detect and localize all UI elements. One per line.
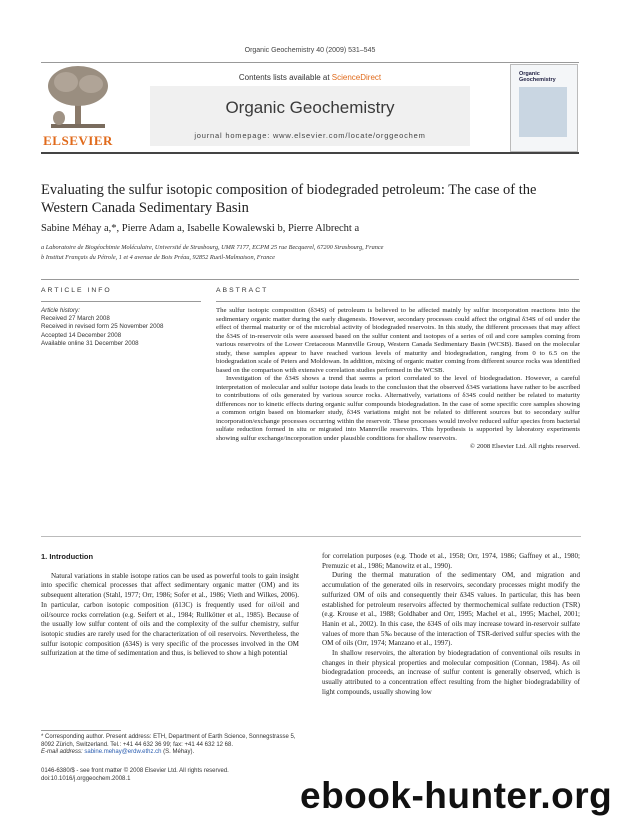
left-column (41, 552, 299, 659)
author-list: Sabine Méhay a,*, Pierre Adam a, Isabelle Kowalewski b, Pierre Albrecht a (41, 223, 360, 234)
article-info-heading: ARTICLE INFO (41, 287, 112, 294)
abstract-body (216, 307, 580, 452)
email-suffix: (S. Méhay). (161, 749, 195, 755)
affiliation-a: a Laboratoire de Biogéochimie Moléculaire, Université de Strasbourg, UMR 7177, ECPM 25 rue Becquerel, 67200 Strasbourg, France (41, 244, 384, 251)
abstract-paragraph-2: Investigation of the δ34S shows a trend that seems a priori correlated to the level of biodegradation. However, a careful interpretation of molecular and sulfur isotope data leads to the conclusion that the observed δ34S variations have rather to be ascribed to contributions of oils generated by various source rocks. Alternatively, variations of δ34S could neither be related to maturity differences nor to kinetic effects during organic sulfur compounds biodegradation. In the case of some specific core samples showing a common origin based on biomarker study, δ34S variations might not be related to different sources but to secondary sulfur incorporation/exchange processes occurring within the reservoir. These processes would involve reduced sulfur species from bacterial sulfate reduction formed in situ or migrated into Mannville reservoirs. This hypothesis is supported by laboratory experiments showing sulfur exchange/incorporation under plausible conditions for shallow reservoirs. (216, 375, 580, 442)
received-date: Received 27 March 2008 (41, 315, 110, 323)
cover-title: Organic Geochemistry (519, 71, 556, 83)
issn-line: 0146-6380/$ - see front matter © 2008 Elsevier Ltd. All rights reserved. (41, 768, 229, 774)
right-column (322, 552, 580, 698)
intro-paragraph-2: for correlation purposes (e.g. Thode et al., 1958; Orr, 1974, 1986; Gaffney et al., 1980; Premuzic et al., 1986; Manowitz et al., 1990). (322, 552, 580, 570)
header-bottom-rule (41, 152, 579, 154)
section-heading-introduction: 1. Introduction (41, 552, 94, 561)
email-label: E-mail address: (41, 749, 85, 755)
front-matter (41, 768, 341, 783)
abstract-heading: ABSTRACT (216, 287, 269, 294)
history-label: Article history: (41, 307, 80, 314)
accepted-date: Accepted 14 December 2008 (41, 331, 122, 339)
contents-prefix: Contents lists available at (238, 73, 332, 82)
cover-image (519, 87, 567, 137)
revised-date: Received in revised form 25 November 2008 (41, 323, 164, 331)
section-rule (41, 279, 579, 280)
elsevier-wordmark: ELSEVIER (43, 133, 113, 148)
intro-paragraph-3: During the thermal maturation of the sedimentary OM, and migration and accumulation of the generated oils in reservoirs, secondary processes might modify the sulfurized OM of oils and consequently their δ34S values. In particular, this has been established for petroleum reservoirs affected by thermochemical sulfate reduction (TSR) (e.g. Krouse et al., 1988; Goldhaber and Orr, 1995; Machel et al., 1995; Machel, 2001; Hanin et al., 2002). In this case, the δ34S of oils may increase toward in-reservoir sulfate values of more than 5‰ because of the interaction of TSR-derived sulfur species with the OM of oils (Orr, 1974; Manzano et al., 1997). (322, 571, 580, 648)
affiliation-b: b Institut Français du Pétrole, 1 et 4 avenue de Bois Préau, 92852 Rueil-Malmaison, France (41, 254, 275, 261)
corresponding-author-note: * Corresponding author. Present address: ETH, Department of Earth Science, Sonnegstrasse 5, 8092 Zürich, Switzerland. Tel.: +41 44 632 36 99; fax: +41 44 632 12 68. (41, 734, 296, 748)
abstract-rule (216, 301, 580, 302)
watermark-text: ebook-hunter.org (300, 775, 613, 816)
copyright-notice: © 2008 Elsevier Ltd. All rights reserved. (469, 443, 580, 450)
journal-name: Organic Geochemistry (225, 98, 395, 117)
intro-paragraph-1: Natural variations in stable isotope ratios can be used as powerful tools to gain insight into specific chemical processes that affect sedimentary organic matter (OM) and its subsequent alteration (Stahl, 1977; Orr, 1986; Sofer et al., 1986; Vieth and Wilkes, 2006). In particular, carbon isotopic composition (δ13C) is frequently used for oil/oil and oil/source rocks correlation (e.g. Seifert et al., 1984; Rullkötter et al., 1985). Because of the usually low sulfur content of oils and the complexity of the sulfur chemistry, sulfur isotopic studies are rarely used for the characterization of oil reservoirs. Nevertheless, the sulfur isotopic composition (δ34S) is very specific of the processes involved in the OM sulfurization at the time of sedimentation and thus, is believed to show a high potential (41, 571, 299, 658)
journal-homepage[interactable]: journal homepage: www.elsevier.com/locate/orggeochem (194, 131, 426, 140)
contents-line (150, 73, 470, 82)
intro-paragraph-4: In shallow reservoirs, the alteration by biodegradation of conventional oils results in changes in their physical properties and molecular composition (Connan, 1984). As oil biodegradation proceeds, an increase of sulfur content is generally observed, which is usually attributed to a concentration effect resulting from the higher biodegradability of light compounds, usually showing low (322, 649, 580, 696)
article-title: Evaluating the sulfur isotopic composition of biodegraded petroleum: The case of the Western Canada Sedimentary Basin (41, 182, 537, 216)
online-date: Available online 31 December 2008 (41, 339, 139, 347)
email-line (41, 749, 299, 757)
abstract-paragraph-1: The sulfur isotopic composition (δ34S) of petroleum is believed to be affected mainly by sulfur incorporation reactions into the sedimentary organic matter during the early diagenesis. However, secondary processes could affect the original δ34S of oil under the effect of thermal maturity or of the microbial activity of biodegraded reservoirs. In this study, the different processes that may affect the δ34S of in-reservoir oils were assessed based on the sulfur content and isotopes of a series of oil and core samples coming from various reservoirs of the Lower Cretaceous Mannville Group, Western Canada Sedimentary Basin (WCSB). Based on the molecular study, these samples appear to have reached various levels of maturity and biodegradation, ranging from 0 to 6.5 on the biodegradation scale of Peters and Moldowan. In addition, mixing of organic matter coming from different source rocks was identified based on the comparison with extensive correlation studies performed in the WCSB. (216, 307, 580, 374)
doi-line[interactable]: doi:10.1016/j.orggeochem.2008.1 (41, 775, 131, 782)
sciencedirect-link[interactable]: ScienceDirect (331, 73, 382, 82)
footnote-rule (41, 730, 121, 731)
abstract-bottom-rule (41, 536, 581, 537)
journal-cover-thumbnail (510, 64, 578, 152)
article-history (41, 307, 201, 348)
email-link[interactable]: sabine.mehay@erdw.ethz.ch (84, 749, 162, 755)
journal-reference: Organic Geochemistry 40 (2009) 531–545 (244, 47, 376, 54)
article-info-rule (41, 301, 201, 302)
header-top-rule (41, 62, 579, 63)
footnotes (41, 734, 299, 757)
